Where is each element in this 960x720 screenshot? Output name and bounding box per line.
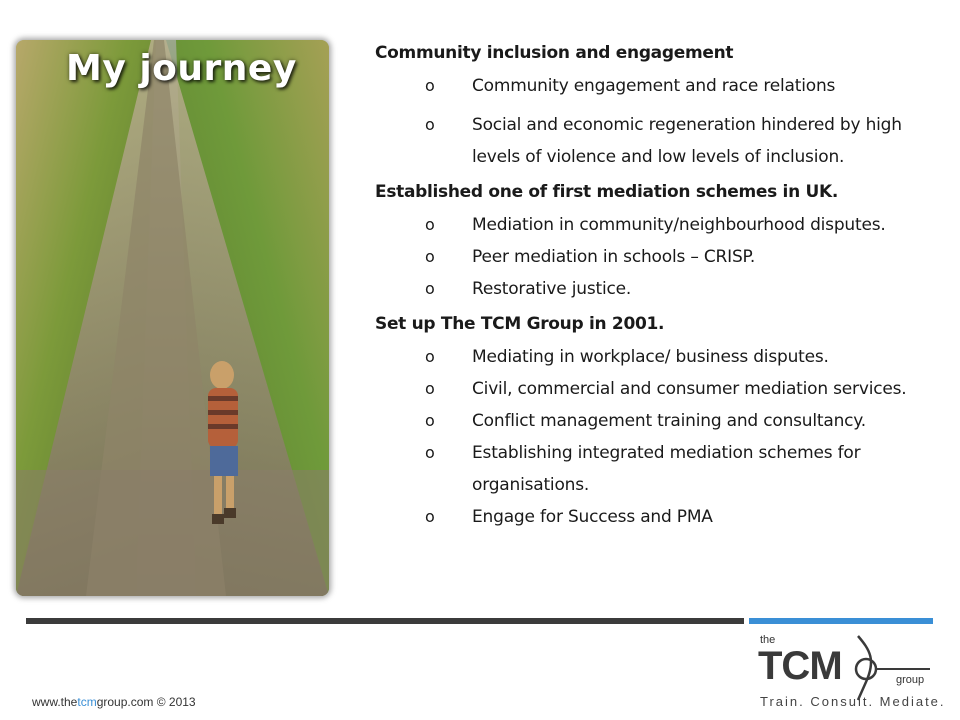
logo-group: group bbox=[896, 674, 925, 686]
bullet-marker: o bbox=[425, 411, 435, 431]
list-item: o Peer mediation in schools – CRISP. bbox=[375, 241, 955, 273]
list-item: o Community engagement and race relations bbox=[375, 70, 955, 102]
list-item: o Restorative justice. bbox=[375, 273, 955, 305]
list-item: o Social and economic regeneration hindered by high levels of violence and low levels of inclusion. bbox=[375, 109, 955, 173]
bullet-list bbox=[375, 209, 955, 305]
bullet-marker: o bbox=[425, 215, 435, 235]
logo-name: TCM bbox=[758, 644, 842, 688]
slide-title: My journey bbox=[66, 48, 297, 89]
list-item: o Establishing integrated mediation schemes for organisations. bbox=[375, 437, 955, 501]
journey-photo bbox=[16, 40, 329, 596]
bullet-marker: o bbox=[425, 507, 435, 527]
list-item: o Mediating in workplace/ business disputes. bbox=[375, 341, 955, 373]
list-item: o Civil, commercial and consumer mediation services. bbox=[375, 373, 955, 405]
bullet-marker: o bbox=[425, 379, 435, 399]
bullet-marker: o bbox=[425, 279, 435, 299]
tcm-group-logo bbox=[758, 630, 946, 715]
section-heading: Established one of first mediation schemes in UK. bbox=[375, 182, 839, 203]
section-heading: Community inclusion and engagement bbox=[375, 43, 734, 63]
bullet-marker: o bbox=[425, 443, 435, 463]
section-tcm-group bbox=[375, 313, 955, 533]
bullet-marker: o bbox=[425, 115, 435, 135]
section-heading: Set up The TCM Group in 2001. bbox=[375, 314, 665, 335]
list-item: o Engage for Success and PMA bbox=[375, 501, 955, 533]
section-mediation-schemes bbox=[375, 181, 955, 305]
list-item: o Conflict management training and consultancy. bbox=[375, 405, 955, 437]
logo-the: the bbox=[760, 634, 776, 646]
footer-rule-dark bbox=[26, 618, 744, 624]
footer-rule-blue bbox=[749, 618, 933, 624]
bullet-marker: o bbox=[425, 76, 435, 96]
boy-on-road-image bbox=[16, 40, 329, 596]
bullet-marker: o bbox=[425, 247, 435, 267]
footer-url[interactable]: www.thetcmgroup.com © 2013 bbox=[32, 695, 196, 709]
section-community bbox=[375, 42, 955, 173]
journey-content bbox=[375, 42, 955, 541]
list-item: o Mediation in community/neighbourhood disputes. bbox=[375, 209, 955, 241]
logo-tagline: Train. Consult. Mediate. bbox=[760, 694, 946, 709]
bullet-list bbox=[375, 70, 955, 173]
bullet-marker: o bbox=[425, 347, 435, 367]
bullet-list bbox=[375, 341, 955, 533]
